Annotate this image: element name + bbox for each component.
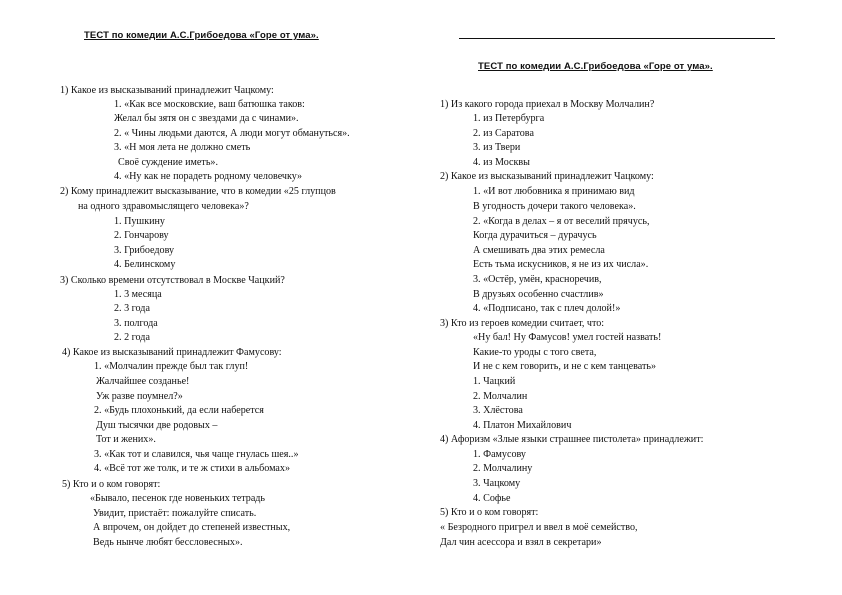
- right-q3-a3: 3. Хлёстова: [473, 405, 523, 416]
- left-q2-a1: 1. Пушкину: [114, 216, 165, 227]
- right-q2-a4: 4. «Подписано, так с плеч долой!»: [473, 303, 621, 314]
- left-q4-a4: 4. «Всё тот же толк, и те ж стихи в альбомах»: [94, 463, 290, 474]
- right-q1-a4: 4. из Москвы: [473, 157, 530, 168]
- right-q2-a1-cont: В угодность дочери такого человека».: [473, 201, 636, 212]
- right-q2-a3-cont: В друзьях особенно счастлив»: [473, 289, 604, 300]
- right-q1-a3: 3. из Твери: [473, 142, 521, 153]
- left-q5-quote1: «Бывало, песенок где новеньких тетрадь: [90, 493, 266, 504]
- left-q4: 4) Какое из высказываний принадлежит Фамусову:: [62, 347, 282, 358]
- left-q4-a2-cont1: Душ тысячки две родовых –: [96, 420, 218, 431]
- left-q1: 1) Какое из высказываний принадлежит Чацкому:: [60, 85, 274, 96]
- right-q4-a4: 4. Софье: [473, 493, 511, 504]
- left-q4-a1-cont1: Жалчайшее созданье!: [96, 376, 190, 387]
- left-q1-a1-cont: Желал бы зятя он с звездами да с чинами».: [114, 113, 299, 124]
- right-q3-a4: 4. Платон Михайлович: [473, 420, 572, 431]
- left-q4-a1: 1. «Молчалин прежде был так глуп!: [94, 361, 249, 372]
- right-q1-a2: 2. из Саратова: [473, 128, 534, 139]
- right-test-title: ТЕСТ по комедии А.С.Грибоедова «Горе от ума».: [478, 61, 713, 72]
- right-q5-quote1: « Безродного пригрел и ввел в моё семейство,: [440, 522, 638, 533]
- right-q4-a2: 2. Молчалину: [473, 463, 533, 474]
- right-q2-a2-cont3: Есть тьма искусников, я не из их числа».: [473, 259, 649, 270]
- left-q2-cont: на одного здравомыслящего человека»?: [78, 201, 249, 212]
- right-q1: 1) Из какого города приехал в Москву Молчалин?: [440, 99, 655, 110]
- left-q4-a2-cont2: Тот и жених».: [96, 434, 156, 445]
- left-q1-a1: 1. «Как все московские, ваш батюшка таков:: [114, 99, 305, 110]
- right-q2-a2-cont2: А смешивать два этих ремесла: [473, 245, 605, 256]
- right-q3-quote3: И не с кем говорить, и не с кем танцевать»: [473, 361, 657, 372]
- left-q3: 3) Сколько времени отсутствовал в Москве Чацкий?: [60, 275, 285, 286]
- right-q3-quote1: «Ну бал! Ну Фамусов! умел гостей назвать!: [473, 332, 662, 343]
- right-q3-a1: 1. Чацкий: [473, 376, 516, 387]
- left-q1-a2: 2. « Чины людьми даются, А люди могут обмануться».: [114, 128, 350, 139]
- left-q5-quote2: Увидит, пристаёт: пожалуйте списать.: [93, 508, 257, 519]
- right-q4-a1: 1. Фамусову: [473, 449, 526, 460]
- right-q3: 3) Кто из героев комедии считает, что:: [440, 318, 605, 329]
- right-q2-a2: 2. «Когда в делах – я от веселий прячусь,: [473, 216, 650, 227]
- left-q2-a3: 3. Грибоедову: [114, 245, 175, 256]
- left-q2: 2) Кому принадлежит высказывание, что в комедии «25 глупцов: [60, 186, 336, 197]
- left-q3-a1: 1. 3 месяца: [114, 289, 162, 300]
- left-q4-a1-cont2: Уж разве поумнел?»: [96, 391, 183, 402]
- right-q2-a3: 3. «Остёр, умён, красноречив,: [473, 274, 602, 285]
- left-q1-a3: 3. «Н моя лета не должно сметь: [114, 142, 251, 153]
- left-q1-a4: 4. «Ну как не порадеть родному человечку»: [114, 171, 303, 182]
- left-q3-a3: 3. полгода: [114, 318, 158, 329]
- right-q2-a1: 1. «И вот любовника я принимаю вид: [473, 186, 635, 197]
- left-q1-a3-cont: Своё суждение иметь».: [118, 157, 218, 168]
- right-q4: 4) Афоризм «Злые языки страшнее пистолета» принадлежит:: [440, 434, 704, 445]
- left-q3-a2: 2. 3 года: [114, 303, 150, 314]
- right-q1-a1: 1. из Петербурга: [473, 113, 545, 124]
- right-q3-quote2: Какие-то уроды с того света,: [473, 347, 597, 358]
- left-q4-a3: 3. «Как тот и славился, чья чаще гнулась шея..»: [94, 449, 299, 460]
- right-q2: 2) Какое из высказываний принадлежит Чацкому:: [440, 171, 654, 182]
- left-test-title: ТЕСТ по комедии А.С.Грибоедова «Горе от ума».: [84, 30, 319, 41]
- left-q5-quote3: А впрочем, он дойдет до степеней известных,: [93, 522, 291, 533]
- name-line: [459, 38, 775, 39]
- right-q2-a2-cont1: Когда дурачиться – дурачусь: [473, 230, 597, 241]
- left-q5: 5) Кто и о ком говорят:: [62, 479, 161, 490]
- right-q3-a2: 2. Молчалин: [473, 391, 528, 402]
- left-q5-quote4: Ведь нынче любят бессловесных».: [93, 537, 243, 548]
- right-q5-quote2: Дал чин асессора и взял в секретари»: [440, 537, 602, 548]
- left-q2-a2: 2. Гончарову: [114, 230, 169, 241]
- right-q4-a3: 3. Чацкому: [473, 478, 521, 489]
- left-q3-a4: 2. 2 года: [114, 332, 150, 343]
- left-q4-a2: 2. «Будь плохонький, да если наберется: [94, 405, 264, 416]
- left-q2-a4: 4. Белинскому: [114, 259, 176, 270]
- right-q5: 5) Кто и о ком говорят:: [440, 507, 539, 518]
